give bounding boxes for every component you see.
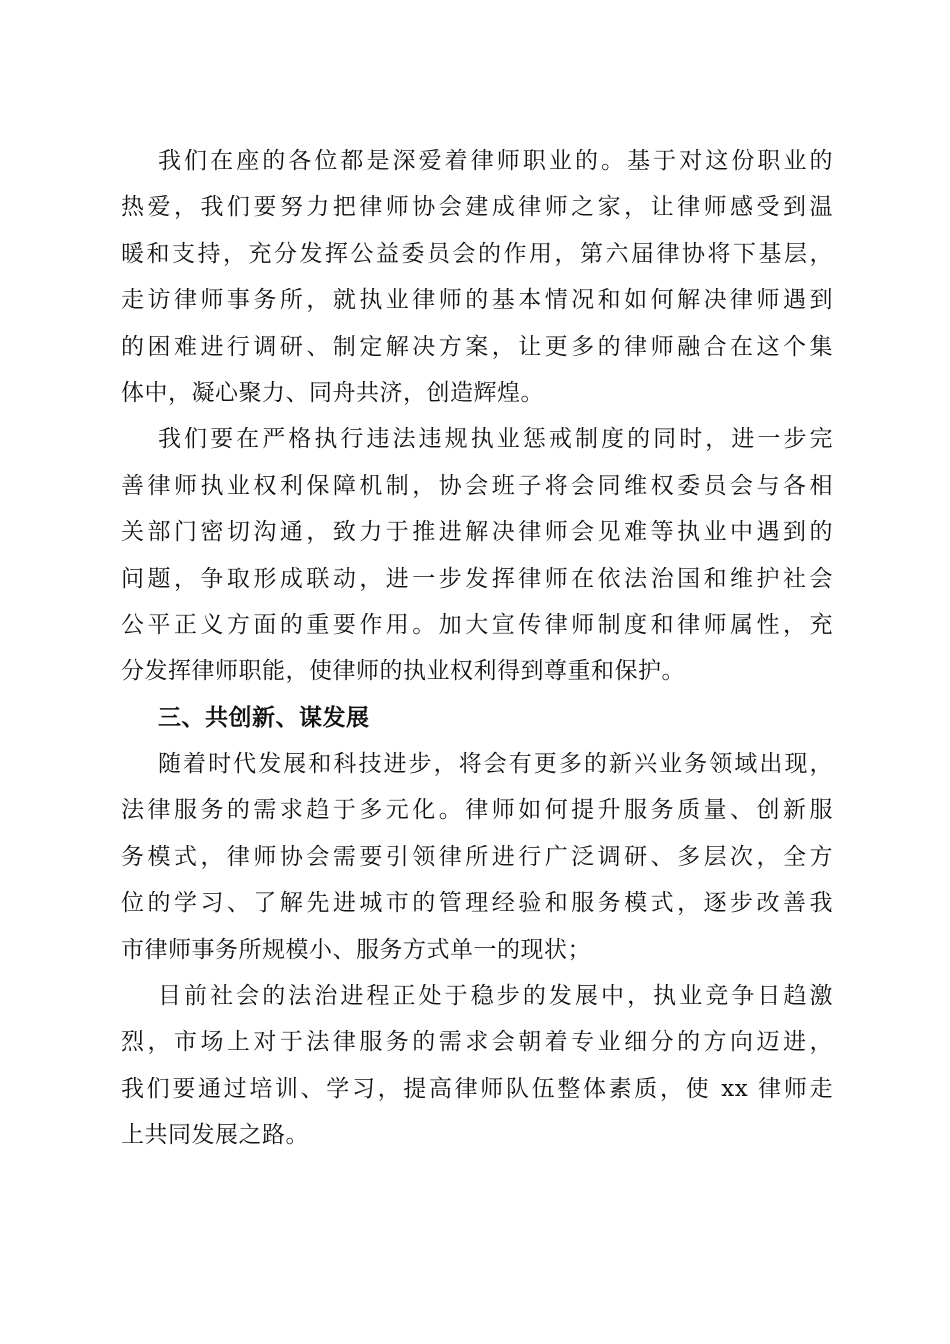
text-line: 暖和支持，充分发挥公益委员会的作用，第六届律协将下基层，: [121, 240, 833, 267]
paragraph-3: [121, 741, 833, 973]
text-line: 法律服务的需求趋于多元化。律师如何提升服务质量、创新服: [121, 797, 833, 824]
paragraph-4: [121, 973, 833, 1159]
text-line: 务模式，律师协会需要引领律所进行广泛调研、多层次，全方: [121, 843, 833, 870]
document-body: [121, 138, 833, 1159]
text-line: 关部门密切沟通，致力于推进解决律师会见难等执业中遇到的: [121, 519, 833, 546]
text-line: 我们在座的各位都是深爱着律师职业的。基于对这份职业的: [158, 148, 833, 174]
text-line: 公平正义方面的重要作用。加大宣传律师制度和律师属性，充: [121, 611, 833, 638]
text-line: 分发挥律师职能，使律师的执业权利得到尊重和保护。: [121, 658, 685, 685]
text-line: 烈，市场上对于法律服务的需求会朝着专业细分的方向迈进，: [121, 1029, 833, 1056]
text-line: 的困难进行调研、制定解决方案，让更多的律师融合在这个集: [121, 333, 833, 360]
text-line: 位的学习、了解先进城市的管理经验和服务模式，逐步改善我: [121, 890, 833, 917]
text-line: 目前社会的法治进程正处于稳步的发展中，执业竞争日趋激: [158, 983, 833, 1010]
text-line: 体中，凝心聚力、同舟共济，创造辉煌。: [121, 379, 544, 406]
text-line: 问题，争取形成联动，进一步发挥律师在依法治国和维护社会: [121, 565, 833, 592]
paragraph-2: [121, 416, 833, 694]
text-line: 我们要通过培训、学习，提高律师队伍整体素质，使 xx 律师走: [121, 1075, 833, 1102]
paragraph-1: [121, 138, 833, 416]
text-line: 随着时代发展和科技进步，将会有更多的新兴业务领域出现，: [158, 751, 833, 778]
section-heading: 三、共创新、谋发展: [158, 704, 370, 731]
text-line: 我们要在严格执行违法违规执业惩戒制度的同时，进一步完: [158, 426, 833, 453]
text-line: 善律师执业权利保障机制，协会班子将会同维权委员会与各相: [121, 472, 833, 499]
text-line: 走访律师事务所，就执业律师的基本情况和如何解决律师遇到: [121, 287, 833, 314]
text-line: 热爱，我们要努力把律师协会建成律师之家，让律师感受到温: [121, 194, 833, 221]
text-line: 市律师事务所规模小、服务方式单一的现状；: [121, 936, 591, 963]
text-line: 上共同发展之路。: [121, 1122, 309, 1149]
